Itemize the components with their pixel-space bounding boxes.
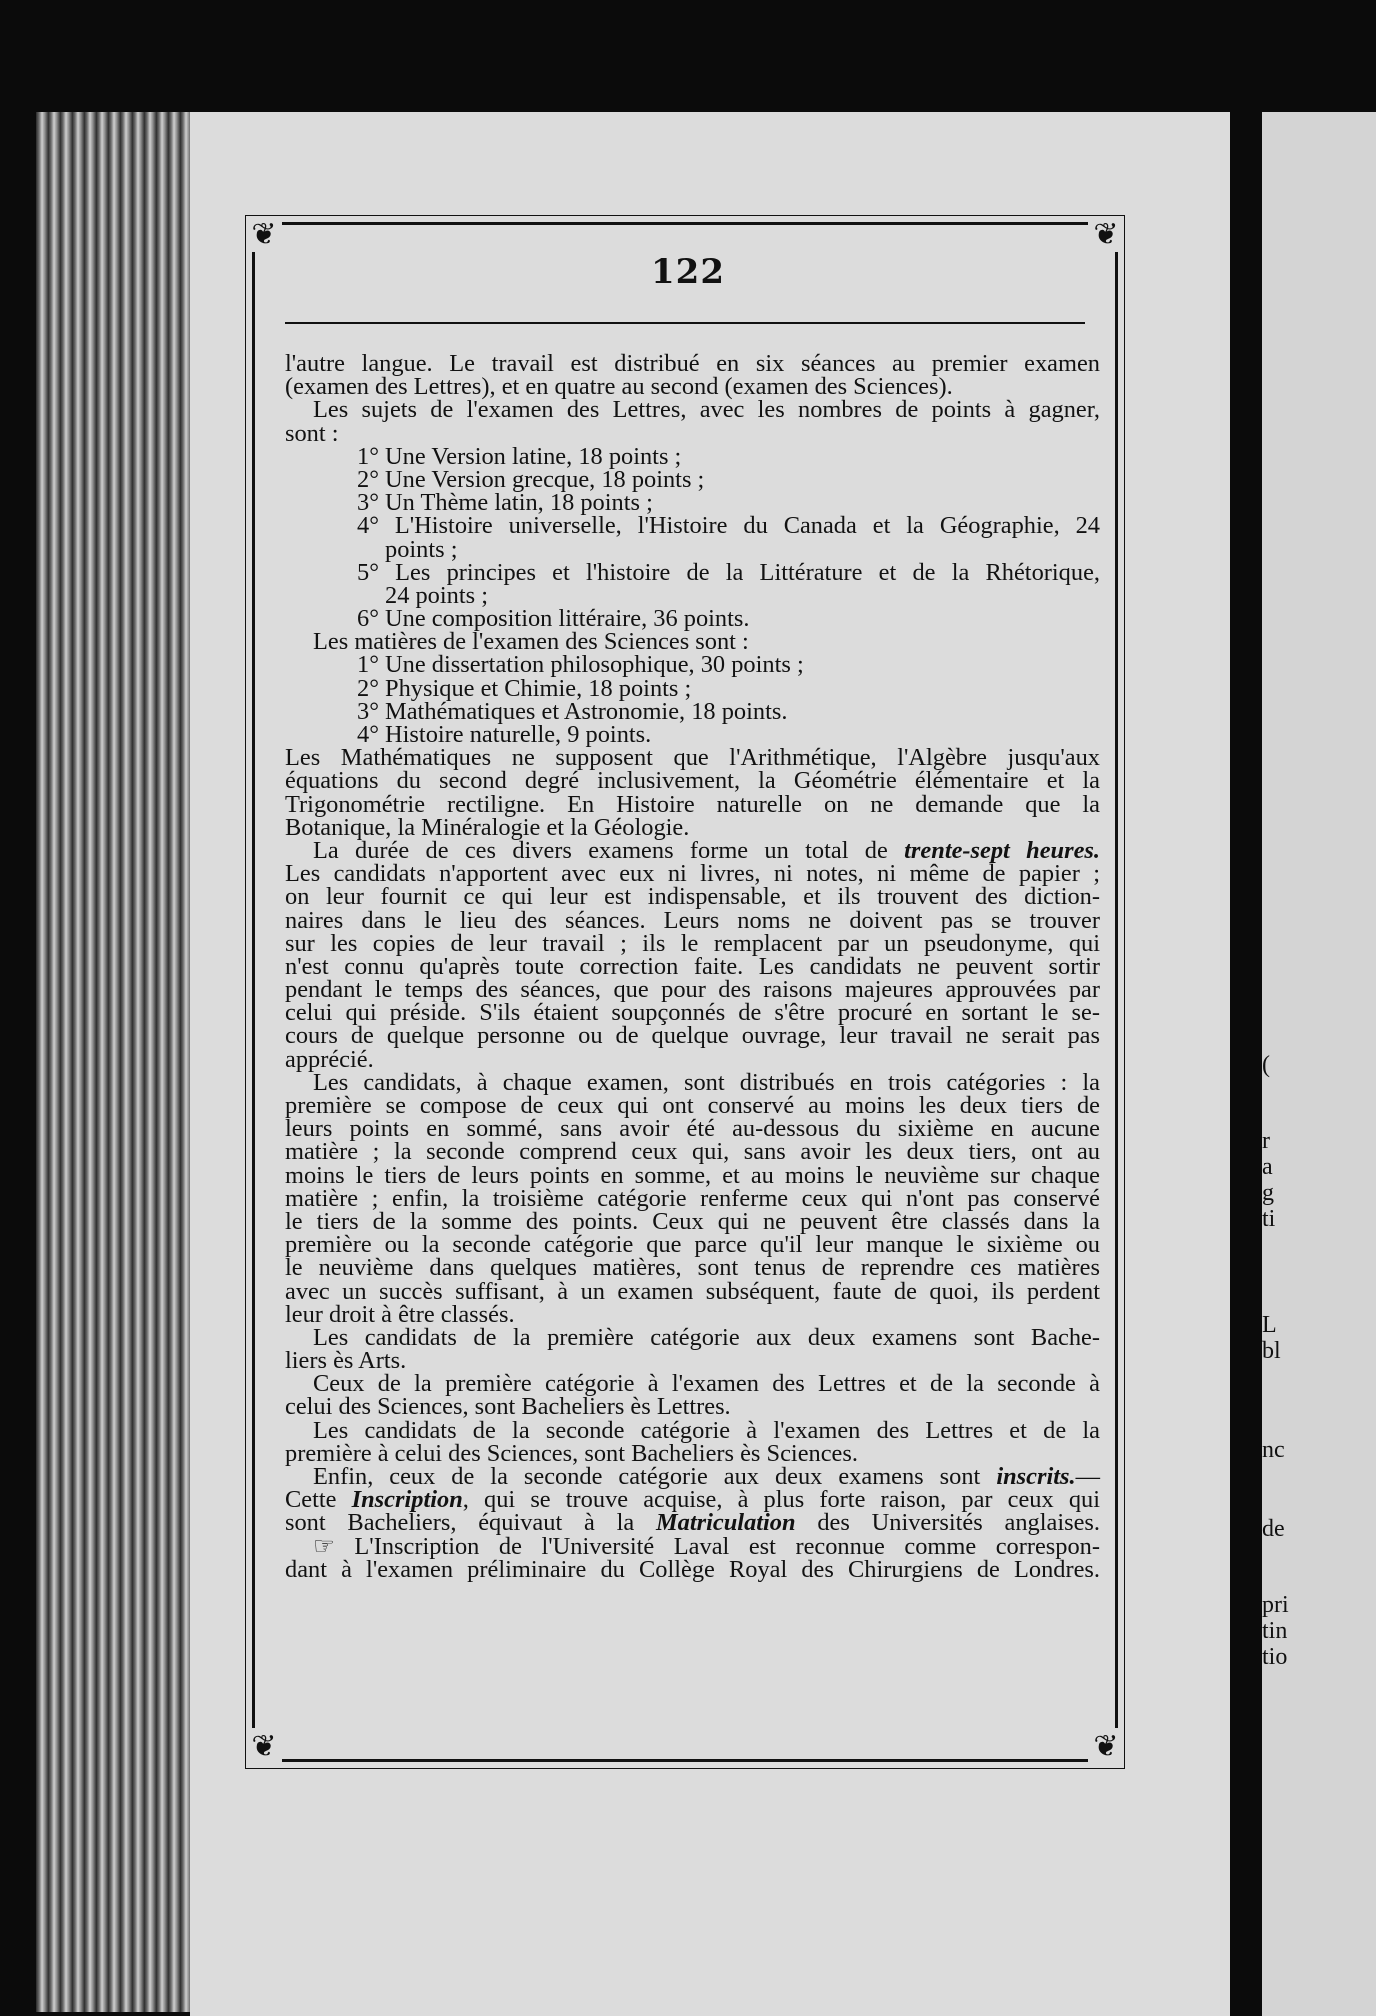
text-line: Cette Inscription, qui se trouve acquise, à plus forte raison, par ceux qui	[285, 1486, 1100, 1514]
text-line: 24 points ;	[385, 581, 488, 609]
text-line: sont Bacheliers, équivaut à la Matriculation des Universités anglaises.	[285, 1509, 1100, 1537]
facing-text-fragment: pri	[1262, 1592, 1289, 1618]
facing-text-fragment: tin	[1262, 1618, 1288, 1644]
text-line: 5° Les principes et l'histoire de la Littérature et de la Rhétorique,	[357, 558, 1100, 586]
text-line: on leur fournit ce qui leur est indispensable, et ils trouvent des diction-	[285, 883, 1100, 911]
text-line: 4° Histoire naturelle, 9 points.	[357, 721, 652, 748]
facing-text-fragment: (	[1262, 1052, 1270, 1078]
text-line: leur droit à être classés.	[285, 1300, 515, 1328]
text-line: dant à l'examen préliminaire du Collège Royal des Chirurgiens de Londres.	[285, 1555, 1100, 1583]
facing-text-fragment: r	[1262, 1128, 1270, 1154]
facing-text-fragment: a	[1262, 1154, 1273, 1180]
text-line: apprécié.	[285, 1045, 374, 1073]
text-line: points ;	[385, 535, 458, 563]
text-line: (examen des Lettres), et en quatre au second (examen des Sciences).	[285, 373, 953, 401]
facing-text-fragment: nc	[1262, 1437, 1285, 1463]
text-line: Les candidats de la seconde catégorie à l'examen des Lettres et de la	[313, 1416, 1100, 1444]
text-line: liers ès Arts.	[285, 1347, 407, 1375]
facing-text-fragment: L	[1262, 1312, 1277, 1338]
text-line: première se compose de ceux qui ont conservé au moins les deux tiers de	[285, 1092, 1100, 1119]
text-line: avec un succès suffisant, à un examen subséquent, faute de quoi, ils perdent	[285, 1277, 1100, 1305]
text-line: moins le tiers de leurs points en somme, et au moins le neuvième sur chaque	[285, 1161, 1100, 1189]
facing-text-fragment: bl	[1262, 1338, 1281, 1364]
text-line: 6° Une composition littéraire, 36 points.	[357, 605, 750, 633]
text-line: sont :	[285, 419, 339, 447]
text-line: 3° Mathématiques et Astronomie, 18 points.	[357, 697, 788, 725]
text-line: première ou la seconde catégorie que parce qu'il leur manque le sixième ou	[285, 1231, 1100, 1259]
text-line: Botanique, la Minéralogie et la Géologie.	[285, 813, 690, 841]
text-line: 1° Une dissertation philosophique, 30 points ;	[357, 651, 804, 679]
text-line: le neuvième dans quelques matières, sont tenus de reprendre ces matières	[285, 1254, 1100, 1282]
text-line: celui des Sciences, sont Bacheliers ès Lettres.	[285, 1393, 731, 1421]
facing-page-fragment	[1262, 112, 1376, 2016]
fleuron-icon: ❦	[246, 1728, 282, 1764]
text-line: Les sujets de l'examen des Lettres, avec les nombres de points à gagner,	[313, 396, 1100, 424]
text-line: 4° L'Histoire universelle, l'Histoire du Canada et la Géographie, 24	[357, 512, 1100, 540]
header-rule	[285, 322, 1085, 324]
text-line: naires dans le lieu des séances. Leurs noms ne doivent pas se trouver	[285, 906, 1100, 934]
text-line: leurs points en sommé, sans avoir été au-dessous du sixième en aucune	[285, 1115, 1100, 1143]
text-line: 1° Une Version latine, 18 points ;	[357, 442, 682, 470]
facing-text-fragment: g	[1262, 1180, 1274, 1206]
text-line: Enfin, ceux de la seconde catégorie aux deux examens sont inscrits.—	[313, 1463, 1100, 1490]
body-text	[285, 352, 1100, 1581]
text-line: Les candidats n'apportent avec eux ni livres, ni notes, ni même de papier ;	[285, 860, 1100, 888]
text-line: Trigonométrie rectiligne. En Histoire naturelle on ne demande que la	[285, 790, 1100, 818]
facing-text-fragment: tio	[1262, 1644, 1288, 1670]
text-line: 2° Une Version grecque, 18 points ;	[357, 465, 705, 493]
text-line: Ceux de la première catégorie à l'examen des Lettres et de la seconde à	[313, 1370, 1100, 1398]
text-line: matière ; la seconde comprend ceux qui, sans avoir les deux tiers, ont au	[285, 1138, 1100, 1166]
text-line: l'autre langue. Le travail est distribué en six séances au premier examen	[285, 350, 1100, 377]
text-line: pendant le temps des séances, que pour des raisons majeures approuvées par	[285, 976, 1100, 1004]
text-line: 2° Physique et Chimie, 18 points ;	[357, 674, 692, 702]
fleuron-icon: ❦	[1088, 216, 1124, 252]
facing-text-fragment: de	[1262, 1516, 1285, 1542]
text-line: le tiers de la somme des points. Ceux qui ne peuvent être classés dans la	[285, 1207, 1100, 1235]
fleuron-icon: ❦	[246, 216, 282, 252]
facing-text-fragment: ti	[1262, 1206, 1276, 1232]
text-line: La durée de ces divers examens forme un total de trente-sept heures.	[313, 836, 1101, 864]
text-line: sur les copies de leur travail ; ils le remplacent par un pseudonyme, qui	[285, 929, 1100, 957]
text-line: Les Mathématiques ne supposent que l'Arithmétique, l'Algèbre jusqu'aux	[285, 744, 1100, 772]
text-line: celui qui préside. S'ils étaient soupçonnés de s'être procuré en sortant le se-	[285, 999, 1100, 1027]
text-line: équations du second degré inclusivement, la Géométrie élémentaire et la	[285, 767, 1100, 795]
text-line: cours de quelque personne ou de quelque ouvrage, leur travail ne serait pas	[285, 1022, 1100, 1050]
text-line: matière ; enfin, la troisième catégorie renferme ceux qui n'ont pas conservé	[285, 1184, 1100, 1212]
text-line: Les matières de l'examen des Sciences sont :	[313, 628, 749, 656]
text-line: première à celui des Sciences, sont Bacheliers ès Sciences.	[285, 1439, 858, 1467]
text-line: Les candidats, à chaque examen, sont distribués en trois catégories : la	[313, 1068, 1100, 1096]
text-line: 3° Un Thème latin, 18 points ;	[357, 489, 653, 517]
text-line: n'est connu qu'après toute correction faite. Les candidats ne peuvent sortir	[285, 952, 1100, 980]
fleuron-icon: ❦	[1088, 1728, 1124, 1764]
text-line: ☞ L'Inscription de l'Université Laval est reconnue comme correspon-	[313, 1532, 1100, 1560]
text-line: Les candidats de la première catégorie aux deux examens sont Bache-	[313, 1323, 1100, 1351]
book-page-edges	[36, 112, 196, 2012]
page-number: 122	[651, 252, 725, 292]
